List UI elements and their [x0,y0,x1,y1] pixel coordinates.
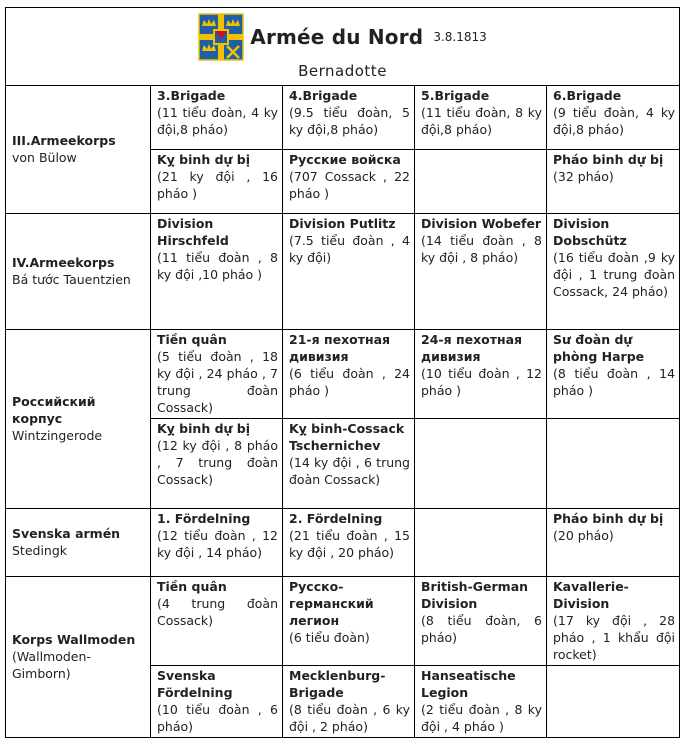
unit-cell [547,509,680,577]
unit-cell [547,419,680,509]
unit-cell [415,509,547,577]
unit-name: Division Putlitz [289,216,396,231]
corps-cell [6,509,151,577]
unit-description: (16 tiểu đoàn ,9 ky đội , 1 trung đoàn Cossack, 24 pháo) [553,250,676,299]
unit-description: (9.5 tiểu đoàn, 5 ky đội,8 pháo) [289,105,410,137]
unit-name: 24-я пехотная дивизия [421,332,523,364]
unit-cell [151,330,283,419]
unit-cell [283,214,415,330]
unit-description: (20 pháo) [553,528,614,543]
corps-name: Svenska armén [12,526,121,541]
unit-name: Sư đoàn dự phòng Harpe [553,332,645,364]
corps-cell [6,86,151,214]
unit-cell [547,214,680,330]
unit-cell [283,330,415,419]
unit-name: Tiền quân [157,579,227,594]
unit-cell [283,666,415,738]
corps-commander: Bá tước Tauentzien [12,272,131,287]
unit-cell [151,577,283,666]
unit-description: (21 ky đội , 16 pháo ) [157,169,278,201]
corps-row [6,509,680,577]
unit-description: (6 tiểu đoàn) [289,630,370,645]
unit-cell [415,86,547,150]
unit-description: (8 tiểu đoàn , 6 ky đội , 2 pháo) [289,702,410,734]
unit-description: (11 tiểu đoàn, 4 ky đội,8 pháo) [157,105,278,137]
unit-name: 2. Fördelning [289,511,383,526]
corps-commander: von Bülow [12,150,77,165]
unit-name: Pháo binh dự bị [553,511,664,526]
unit-description: (2 tiểu đoàn , 8 ky đội , 4 pháo ) [421,702,542,734]
corps-name: IV.Armeekorps [12,255,115,270]
unit-cell [547,330,680,419]
corps-row [6,86,680,150]
unit-cell [151,666,283,738]
unit-cell [151,214,283,330]
unit-description: (10 tiểu đoàn , 6 pháo) [157,702,278,734]
unit-description: (4 trung đoàn Cossack) [157,596,278,628]
unit-description: (11 tiểu đoàn, 8 ky đội,8 pháo) [421,105,542,137]
unit-cell [283,509,415,577]
corps-commander: Wintzingerode [12,428,103,443]
corps-commander: Stedingk [12,543,68,558]
unit-description: (12 ky đội , 8 pháo , 7 trung đoàn Cossack) [157,438,278,487]
unit-cell [415,330,547,419]
unit-description: (9 tiểu đoàn, 4 ky đội,8 pháo) [553,105,676,137]
unit-name: 3.Brigade [157,88,226,103]
order-of-battle-table [5,7,680,738]
unit-description: (21 tiểu đoàn , 15 ky đội , 20 pháo) [289,528,410,560]
unit-name: 1. Fördelning [157,511,251,526]
unit-cell [151,509,283,577]
unit-cell [547,666,680,738]
unit-name: Pháo binh dự bị [553,152,664,167]
unit-description: (32 pháo) [553,169,614,184]
unit-name: Kavallerie-Division [553,579,629,611]
unit-name: Hanseatische Legion [421,668,516,700]
corps-cell [6,214,151,330]
army-date: 3.8.1813 [433,29,487,44]
corps-commander: (Wallmoden-Gimborn) [12,649,91,681]
unit-name: Kỵ binh dự bị [157,152,250,167]
unit-description: (6 tiểu đoàn , 24 pháo ) [289,366,410,398]
unit-cell [415,214,547,330]
unit-description: (17 ky đội , 28 pháo , 1 khẩu đội rocket) [553,613,676,662]
unit-cell [547,86,680,150]
title-cell [6,8,680,86]
unit-name: Kỵ binh-Cossack Tschernichev [289,421,405,453]
unit-cell [547,577,680,666]
unit-description: (8 tiểu đoàn, 6 pháo) [421,613,542,645]
unit-description: (14 tiểu đoàn , 8 ky đội , 8 pháo) [421,233,542,265]
unit-name: Division Wobefer [421,216,542,231]
unit-name: Division Hirschfeld [157,216,229,248]
unit-cell [415,577,547,666]
unit-name: Kỵ binh dự bị [157,421,250,436]
unit-description: (8 tiểu đoàn , 14 pháo ) [553,366,676,398]
unit-cell [547,150,680,214]
swedish-coat-of-arms-icon [198,13,244,61]
unit-cell [151,150,283,214]
corps-row [6,577,680,666]
unit-cell [415,150,547,214]
unit-description: (7.5 tiểu đoàn , 4 ky đội) [289,233,410,265]
unit-cell [283,577,415,666]
army-title: Armée du Nord [250,24,424,49]
corps-row [6,214,680,330]
unit-description: (12 tiểu đoàn , 12 ky đội , 14 pháo) [157,528,278,560]
unit-name: Division Dobschütz [553,216,627,248]
unit-name: Mecklenburg-Brigade [289,668,386,700]
unit-name: 6.Brigade [553,88,622,103]
unit-cell [151,419,283,509]
unit-name: Русско-германский легион [289,579,374,628]
corps-cell [6,330,151,509]
unit-description: (10 tiểu đoàn , 12 pháo ) [421,366,542,398]
corps-name: Korps Wallmoden [12,632,136,647]
corps-name: III.Armeekorps [12,133,116,148]
unit-cell [415,419,547,509]
unit-name: Svenska Fördelning [157,668,233,700]
unit-name: British-German Division [421,579,529,611]
unit-description: (707 Cossack , 22 pháo ) [289,169,410,201]
army-commander: Bernadotte [298,62,387,80]
unit-cell [151,86,283,150]
unit-description: (5 tiểu đoàn , 18 ky đội , 24 pháo , 7 trung đoàn Cossack) [157,349,278,415]
unit-name: 4.Brigade [289,88,358,103]
corps-row [6,330,680,419]
unit-name: 21-я пехотная дивизия [289,332,391,364]
unit-cell [415,666,547,738]
unit-name: 5.Brigade [421,88,490,103]
unit-description: (14 ky đội , 6 trung đoàn Cossack) [289,455,410,487]
title-row [6,8,680,86]
corps-cell [6,577,151,738]
unit-cell [283,150,415,214]
unit-description: (11 tiểu đoàn , 8 ky đội ,10 pháo ) [157,250,278,282]
unit-name: Tiền quân [157,332,227,347]
unit-name: Русские войска [289,152,401,167]
unit-cell [283,86,415,150]
unit-cell [283,419,415,509]
corps-name: Российский корпус [12,394,96,426]
